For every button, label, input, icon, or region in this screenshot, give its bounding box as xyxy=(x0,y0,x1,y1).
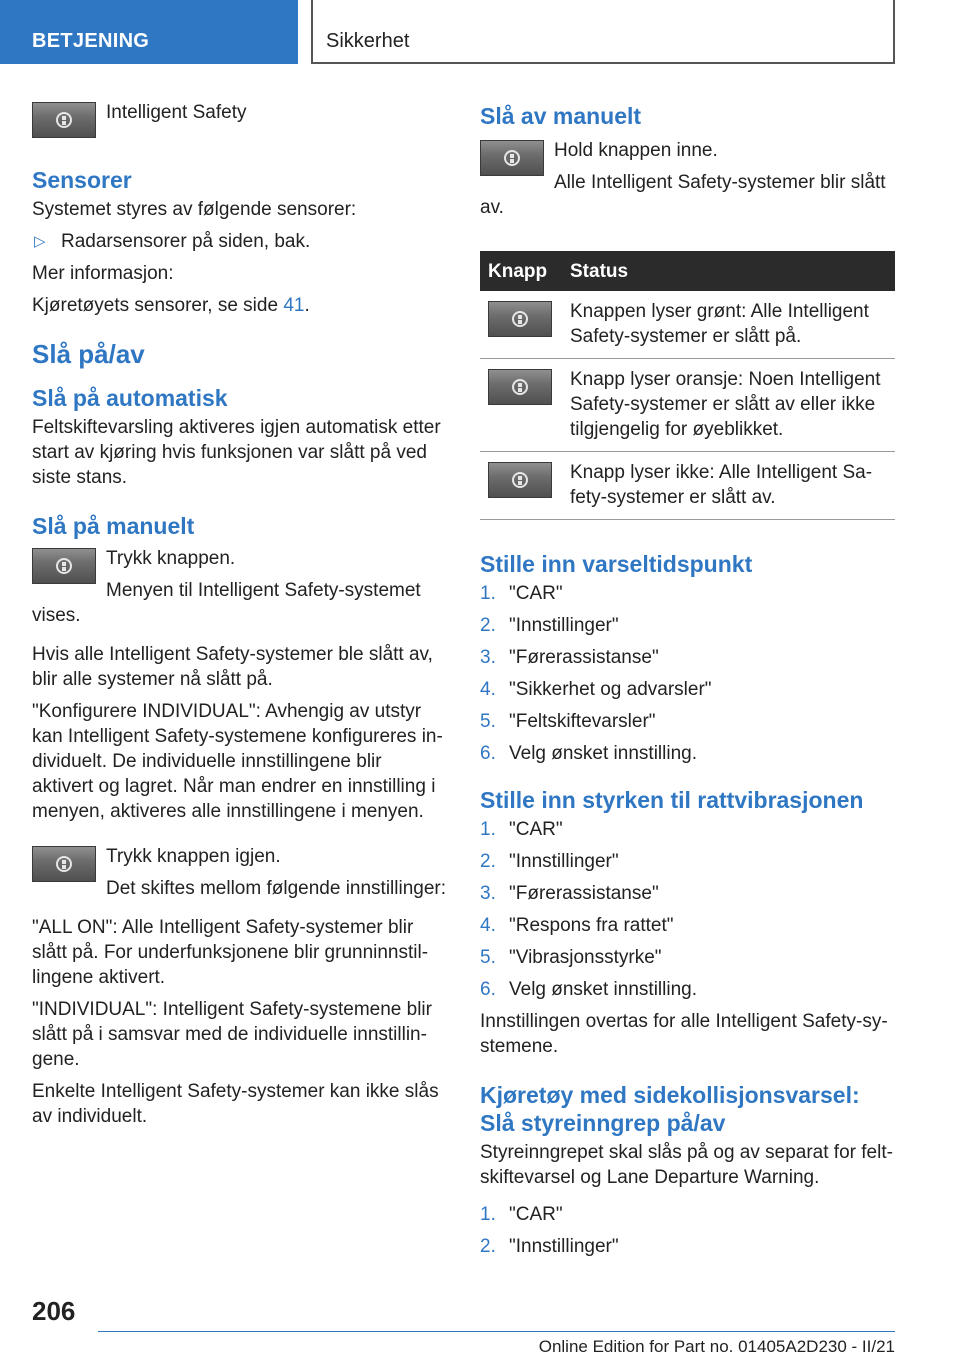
list-item xyxy=(480,881,895,906)
step-text: "Sikkerhet og advarsler" xyxy=(509,679,712,700)
list-item xyxy=(480,741,895,766)
step-number: 4. xyxy=(480,915,496,936)
list-item xyxy=(480,581,895,606)
av-manuelt-icon-block xyxy=(480,138,895,227)
manuelt-p4: "INDIVIDUAL": Intelligent Safety-systemene blir slått på i samsvar med de individuelle innstillingene. xyxy=(32,999,432,1070)
table-cell-status: Knappen lyser grønt: Alle Intelligent Safety-systemer er slått på. xyxy=(562,291,895,359)
list-item xyxy=(480,677,895,702)
list-item xyxy=(480,1202,895,1227)
button-orange-icon xyxy=(488,369,552,405)
vibrasjon-text: Innstillingen overtas for alle Intelligent Safety-systemene. xyxy=(480,1011,888,1057)
list-item xyxy=(480,613,895,638)
heading-rattvibrasjon: Stille inn styrken til rattvibrasjonen xyxy=(480,787,864,813)
step-text: "Førerassistanse" xyxy=(509,883,659,904)
table-row xyxy=(480,291,895,359)
sensor-reference xyxy=(32,293,447,318)
step-number: 6. xyxy=(480,979,496,1000)
step-number: 2. xyxy=(480,851,496,872)
list-item xyxy=(480,645,895,670)
intro-block xyxy=(32,100,447,142)
intelligent-safety-button-icon xyxy=(32,102,96,138)
table-cell-icon xyxy=(480,291,562,359)
step-text: "Innstillinger" xyxy=(509,851,619,872)
edition-text: Online Edition for Part no. 01405A2D230 - II/21 xyxy=(538,1337,895,1356)
manuelt-p3: "ALL ON": Alle Intelligent Safety-systemer blir slått på. For underfunksjonene blir grunninnstillingene aktivert. xyxy=(32,917,429,988)
step-text: "Respons fra rattet" xyxy=(509,915,674,936)
button-green-icon xyxy=(488,301,552,337)
table-cell-status: Knapp lyser oransje: Noen Intelligent Safety-systemer er slått av eller ikke tilgjengelig for øyeblikket. xyxy=(562,359,895,452)
sensorer-text: Systemet styres av følgende sensorer: xyxy=(32,199,357,220)
heading-automatisk: Slå på automatisk xyxy=(32,385,228,411)
heading-varseltidspunkt: Stille inn varseltidspunkt xyxy=(480,551,753,577)
table-row xyxy=(480,359,895,452)
manuelt-step1: Trykk knappen. xyxy=(106,548,236,569)
footer-divider xyxy=(98,1331,895,1332)
table-cell-icon xyxy=(480,452,562,520)
sidekollisjon-steps xyxy=(480,1202,895,1259)
col-knapp: Knapp xyxy=(480,251,562,291)
av-manuelt-step2: Alle Intelligent Safety-systemer blir slått av. xyxy=(480,172,886,218)
step-text: "CAR" xyxy=(509,819,563,840)
step-number: 3. xyxy=(480,647,496,668)
step-number: 1. xyxy=(480,583,496,604)
heading-sla-pa-av: Slå på/av xyxy=(32,339,145,369)
more-info: Mer informasjon: xyxy=(32,263,174,284)
col-status: Status xyxy=(562,251,895,291)
page-link[interactable]: 41 xyxy=(283,295,305,316)
heading-sidekollisjon-2: Slå styreinngrep på/av xyxy=(480,1110,726,1136)
table-cell-status: Knapp lyser ikke: Alle Intelligent Safety-systemer er slått av. xyxy=(562,452,895,520)
section-title: BETJENING xyxy=(32,30,150,52)
right-column xyxy=(480,100,895,1266)
step-text: "Innstillinger" xyxy=(509,1236,619,1257)
list-item xyxy=(480,817,895,842)
manuelt-step2: Menyen til Intelligent Safety-systemet vises. xyxy=(32,580,421,626)
intelligent-safety-button-icon xyxy=(32,548,96,584)
step-number: 6. xyxy=(480,743,496,764)
page-number: 206 xyxy=(32,1296,76,1326)
ref-text: Kjøretøyets sensorer, se side xyxy=(32,295,284,316)
automatisk-text: Feltskiftevarsling aktiveres igjen automatisk etter start av kjøring hvis funksjonen var slått på ved siste stans. xyxy=(32,417,441,488)
sidekollisjon-text: Styreinngrepet skal slås på og av separat for feltskiftevarsel og Lane Departure Warning. xyxy=(480,1142,893,1188)
sensor-bullet xyxy=(32,229,447,254)
step-text: Velg ønsket innstilling. xyxy=(509,743,697,764)
manuelt-icon-block-2 xyxy=(32,844,447,908)
step-number: 5. xyxy=(480,947,496,968)
heading-sensorer: Sensorer xyxy=(32,167,132,193)
step-number: 3. xyxy=(480,883,496,904)
heading-manuelt: Slå på manuelt xyxy=(32,513,195,539)
chapter-title: Sikkerhet xyxy=(326,30,410,52)
table-header-row xyxy=(480,251,895,291)
manuelt-p2: "Konfigurere INDIVIDUAL": Avhengig av utstyr kan Intelligent Safety-systemene konfigureres individuelt. De individuelle innstillingene blir aktivert og lagret. Når man endrer en innstilling i menyen, aktiveres alle innstillingene i menyen. xyxy=(32,701,443,822)
step-number: 1. xyxy=(480,1204,496,1225)
sensor-bullet-text: Radarsensorer på siden, bak. xyxy=(61,231,311,252)
ref-end: . xyxy=(304,295,310,316)
manuelt-icon-block xyxy=(32,546,447,635)
manuelt-step4: Det skiftes mellom følgende innstillinger: xyxy=(106,878,447,899)
step-text: "CAR" xyxy=(509,1204,563,1225)
list-item xyxy=(480,849,895,874)
list-item xyxy=(480,913,895,938)
manuelt-p1: Hvis alle Intelligent Safety-systemer ble slått av, blir alle systemer nå slått på. xyxy=(32,644,433,690)
step-number: 2. xyxy=(480,1236,496,1257)
varsel-steps xyxy=(480,581,895,766)
list-item xyxy=(480,977,895,1002)
step-text: "Feltskiftevarsler" xyxy=(509,711,656,732)
manuelt-step3: Trykk knappen igjen. xyxy=(106,846,281,867)
table-row xyxy=(480,452,895,520)
triangle-bullet-icon: ▷ xyxy=(34,233,46,250)
manuelt-p5: Enkelte Intelligent Safety-systemer kan ikke slås av individuelt. xyxy=(32,1081,439,1127)
step-number: 4. xyxy=(480,679,496,700)
list-item xyxy=(480,1234,895,1259)
button-status-table xyxy=(480,251,895,520)
intelligent-safety-button-icon xyxy=(32,846,96,882)
heading-sidekollisjon-1: Kjøretøy med sidekollisjonsvarsel: xyxy=(480,1082,860,1108)
list-item xyxy=(480,709,895,734)
step-text: "CAR" xyxy=(509,583,563,604)
section-tab xyxy=(0,0,298,64)
step-text: "Førerassistanse" xyxy=(509,647,659,668)
intelligent-safety-button-icon xyxy=(480,140,544,176)
vibrasjon-steps xyxy=(480,817,895,1002)
av-manuelt-step1: Hold knappen inne. xyxy=(554,140,718,161)
intro-text: Intelligent Safety xyxy=(106,102,247,123)
heading-av-manuelt: Slå av manuelt xyxy=(480,103,642,129)
step-text: Velg ønsket innstilling. xyxy=(509,979,697,1000)
step-number: 5. xyxy=(480,711,496,732)
button-off-icon xyxy=(488,462,552,498)
step-text: "Vibrasjonsstyrke" xyxy=(509,947,662,968)
step-text: "Innstillinger" xyxy=(509,615,619,636)
step-number: 2. xyxy=(480,615,496,636)
step-number: 1. xyxy=(480,819,496,840)
table-cell-icon xyxy=(480,359,562,452)
list-item xyxy=(480,945,895,970)
left-column xyxy=(32,100,447,1136)
